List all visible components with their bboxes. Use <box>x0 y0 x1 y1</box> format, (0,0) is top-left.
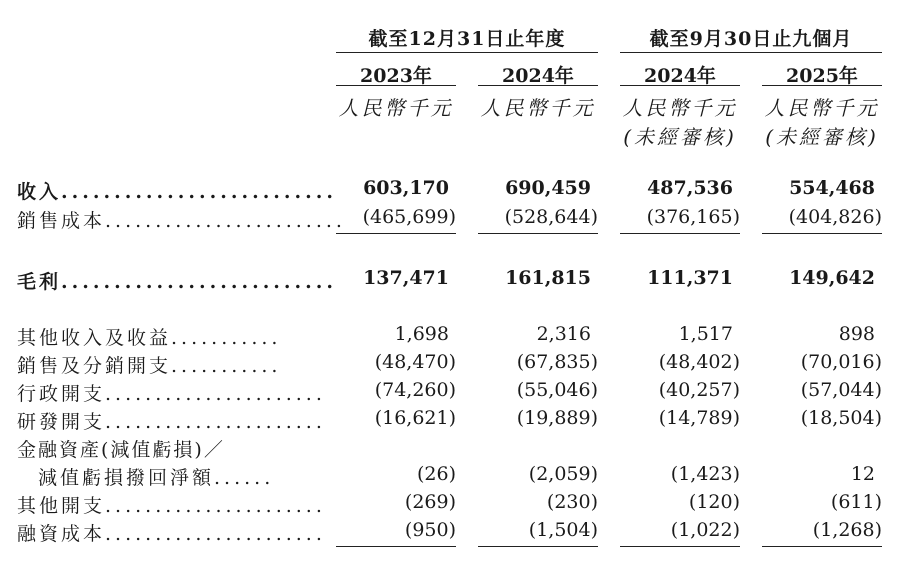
header-year-2024-fy: 2024年 <box>502 65 574 87</box>
row-label: 銷售及分銷開支........... <box>17 355 282 377</box>
subtotal-rule <box>478 233 598 234</box>
cell-value: (1,022) <box>670 519 740 541</box>
cell-value: (404,826) <box>788 206 882 228</box>
cell-value: (40,257) <box>658 379 740 401</box>
subtotal-rule <box>336 233 456 234</box>
cell-value: (26) <box>416 463 456 485</box>
cell-value: (528,644) <box>504 206 598 228</box>
cell-value: (74,260) <box>374 379 456 401</box>
row-label: 減值虧損撥回淨額...... <box>38 467 275 489</box>
cell-value: (611) <box>830 491 882 513</box>
cell-value: (1,504) <box>528 519 598 541</box>
cell-value: 12 <box>850 463 875 485</box>
cell-value: (1,423) <box>670 463 740 485</box>
cell-value: 2,316 <box>536 323 591 345</box>
cell-value: (465,699) <box>362 206 456 228</box>
cell-value: 149,642 <box>789 267 875 289</box>
cell-value: 487,536 <box>647 177 733 199</box>
table-row <box>0 407 905 435</box>
cell-value: 111,371 <box>647 267 733 289</box>
cell-value: (230) <box>546 491 598 513</box>
subtotal-rule <box>478 546 598 547</box>
header-unit-3: 人民幣千元 <box>622 96 738 120</box>
table-row <box>0 379 905 407</box>
row-label: 行政開支...................... <box>17 383 326 405</box>
table-row <box>0 463 905 491</box>
cell-value: (70,016) <box>800 351 882 373</box>
header-unaudited-4: (未經審核) <box>765 125 879 149</box>
row-label: 銷售成本........................ <box>17 210 346 232</box>
cell-value: 161,815 <box>505 267 591 289</box>
table-row <box>0 177 905 205</box>
table-row <box>0 519 905 547</box>
cell-value: (48,402) <box>658 351 740 373</box>
cell-value: 603,170 <box>363 177 449 199</box>
header-unit-1: 人民幣千元 <box>338 96 454 120</box>
cell-value: 554,468 <box>789 177 875 199</box>
cell-value: 690,459 <box>505 177 591 199</box>
cell-value: 1,698 <box>394 323 449 345</box>
cell-value: 1,517 <box>678 323 733 345</box>
header-group-fy: 截至12月31日止年度 <box>368 28 566 50</box>
table-row <box>0 435 905 463</box>
cell-value: (950) <box>404 519 456 541</box>
subtotal-rule <box>620 233 740 234</box>
year-rule-4 <box>762 85 882 86</box>
cell-value: (16,621) <box>374 407 456 429</box>
cell-value: (19,889) <box>516 407 598 429</box>
row-label: 研發開支...................... <box>17 411 326 433</box>
subtotal-rule <box>620 546 740 547</box>
cell-value: (48,470) <box>374 351 456 373</box>
cell-value: (120) <box>688 491 740 513</box>
cell-value: (1,268) <box>812 519 882 541</box>
row-label: 收入.......................... <box>17 181 337 203</box>
cell-value: (2,059) <box>528 463 598 485</box>
cell-value: 137,471 <box>363 267 449 289</box>
year-rule-3 <box>620 85 740 86</box>
cell-value: (18,504) <box>800 407 882 429</box>
cell-value: (55,046) <box>516 379 598 401</box>
year-rule-2 <box>478 85 598 86</box>
row-label: 毛利.......................... <box>17 271 337 293</box>
table-row <box>0 491 905 519</box>
cell-value: (57,044) <box>800 379 882 401</box>
row-label: 其他開支...................... <box>17 495 326 517</box>
header-year-2025-9m: 2025年 <box>786 65 858 87</box>
cell-value: (14,789) <box>658 407 740 429</box>
header-unaudited-3: (未經審核) <box>623 125 737 149</box>
subtotal-rule <box>336 546 456 547</box>
table-row <box>0 323 905 351</box>
header-group-fy-rule <box>336 52 598 53</box>
header-unit-4: 人民幣千元 <box>764 96 880 120</box>
cell-value: (376,165) <box>646 206 740 228</box>
year-rule-1 <box>336 85 456 86</box>
table-row <box>0 267 905 295</box>
row-label: 其他收入及收益........... <box>17 327 282 349</box>
subtotal-rule <box>762 546 882 547</box>
row-label: 融資成本...................... <box>17 523 326 545</box>
cell-value: 898 <box>838 323 875 345</box>
row-label: 金融資產(減值虧損)／ <box>17 439 225 461</box>
header-year-2023: 2023年 <box>360 65 432 87</box>
table-row <box>0 351 905 379</box>
header-group-9m: 截至9月30日止九個月 <box>649 28 853 50</box>
cell-value: (67,835) <box>516 351 598 373</box>
cell-value: (269) <box>404 491 456 513</box>
header-group-9m-rule <box>620 52 882 53</box>
table-row <box>0 206 905 234</box>
header-unit-2: 人民幣千元 <box>480 96 596 120</box>
subtotal-rule <box>762 233 882 234</box>
header-year-2024-9m: 2024年 <box>644 65 716 87</box>
